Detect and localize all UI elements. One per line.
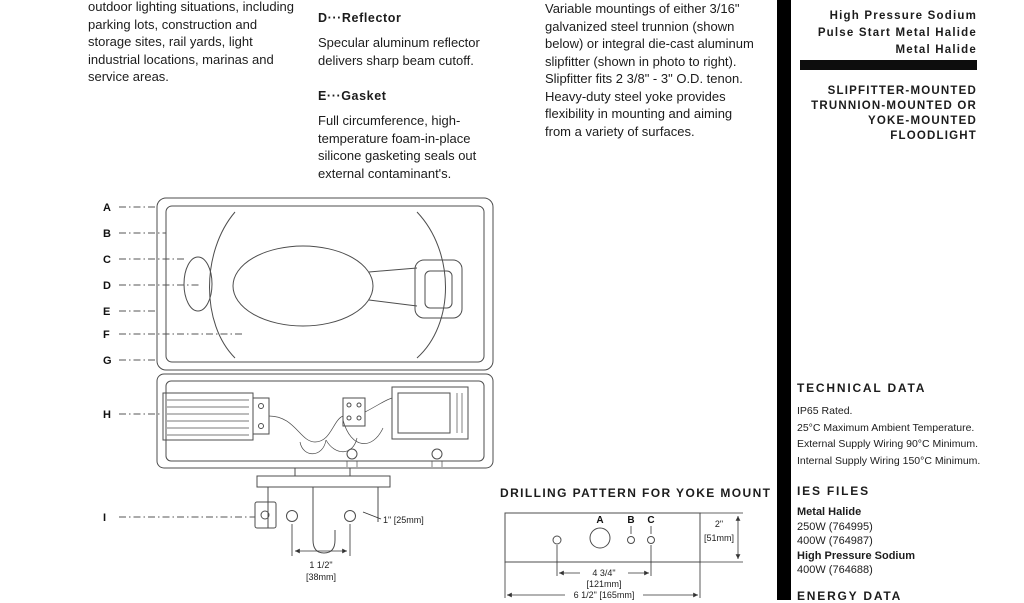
product-title — [793, 84, 977, 144]
lamp-type-psmh: Pulse Start Metal Halide — [817, 27, 977, 39]
mounting-paragraph: Variable mountings of either 3/16" galvanized steel trunnion (shown below) or integral die-cast aluminum slipfitter (shown in photo to right). Slipfitter fits 2 3/8" - 3" O.D. tenon. Heavy-duty steel yoke provides flexibility in mounting and aiming from a variety of surfaces. — [545, 1, 754, 139]
feature-reflector-body: Specular aluminum reflector delivers sharp beam cutoff. — [318, 35, 480, 68]
energy-data-heading: ENERGY DATA — [797, 589, 903, 603]
ies-files-entries — [797, 505, 1012, 578]
hole-label-b: B — [627, 515, 635, 526]
sidebar-rule-bar — [800, 60, 977, 70]
lamp-type-mh: Metal Halide — [895, 44, 977, 56]
hole-label-c: C — [647, 515, 655, 526]
callout-letters — [103, 202, 112, 524]
ies-entry: High Pressure Sodium — [797, 549, 915, 562]
feature-reflector — [318, 11, 504, 69]
callout-e: E — [103, 306, 111, 318]
drilling-dimensions — [505, 513, 743, 600]
yoke-mount-bracket — [255, 468, 390, 553]
bracket-dimensions — [292, 512, 424, 582]
product-title-line: YOKE-MOUNTED — [868, 115, 977, 127]
product-title-line: SLIPFITTER-MOUNTED — [827, 85, 977, 97]
lamp-type-list — [793, 8, 977, 59]
dim-1in-25mm: 1" [25mm] — [383, 515, 424, 525]
callout-d: D — [103, 280, 111, 292]
callout-i: I — [103, 512, 107, 524]
ies-entry: 400W (764987) — [797, 535, 873, 547]
technical-data-lines — [797, 403, 1012, 469]
ies-entry: Metal Halide — [797, 506, 862, 518]
floodlight-housing — [157, 198, 493, 468]
dim-121mm: [121mm] — [586, 579, 622, 589]
technical-data-section — [797, 381, 1012, 469]
floodlight-diagram — [95, 190, 505, 600]
callout-f: F — [103, 329, 110, 341]
product-title-line: FLOODLIGHT — [890, 130, 977, 142]
dim-434in: 4 3/4" — [592, 568, 616, 578]
technical-data-line: Internal Supply Wiring 150°C Minimum. — [797, 454, 981, 467]
dim-51mm: [51mm] — [703, 533, 735, 543]
dim-38mm: [38mm] — [305, 572, 337, 582]
technical-data-line: External Supply Wiring 90°C Minimum. — [797, 438, 979, 450]
technical-data-line: IP65 Rated. — [797, 405, 853, 417]
feature-reflector-heading: D···Reflector — [318, 11, 402, 25]
reflector-and-lamp — [184, 212, 462, 358]
callout-b: B — [103, 228, 111, 240]
lamp-type-hps: High Pressure Sodium — [829, 10, 977, 22]
dim-2in: 2" — [714, 519, 724, 529]
ies-entry: 400W (764688) — [797, 564, 873, 576]
technical-data-heading: TECHNICAL DATA — [797, 381, 927, 395]
hole-labels — [596, 515, 654, 534]
ies-files-heading: IES FILES — [797, 484, 870, 498]
drilling-pattern-title: DRILLING PATTERN FOR YOKE MOUNT — [500, 486, 772, 500]
intro-paragraph: outdoor lighting situations, including parking lots, construction and storage sites, rail yards, light industrial locations, marinas and service areas. — [88, 0, 294, 84]
drilling-pattern-diagram — [495, 503, 765, 600]
features-column — [318, 11, 504, 182]
ies-entry: 250W (764995) — [797, 520, 873, 533]
callout-c: C — [103, 254, 111, 266]
product-title-line: TRUNNION-MOUNTED OR — [811, 100, 977, 112]
hole-label-a: A — [596, 515, 604, 526]
feature-gasket-heading: E···Gasket — [318, 89, 387, 103]
technical-data-line: 25°C Maximum Ambient Temperature. — [797, 421, 975, 434]
callout-h: H — [103, 409, 111, 421]
vertical-divider-bar — [777, 0, 791, 600]
feature-gasket — [318, 89, 504, 182]
ballast-compartment — [163, 387, 468, 467]
dim-612in-165mm: 6 1/2" [165mm] — [573, 590, 635, 600]
dim-1half-inch: 1 1/2" — [309, 560, 333, 570]
feature-gasket-body: Full circumference, high-temperature foam-in-place silicone gasketing seals out external contaminant's. — [318, 113, 477, 181]
callout-g: G — [103, 355, 112, 367]
ies-files-section — [797, 484, 1012, 578]
callout-a: A — [103, 202, 111, 214]
